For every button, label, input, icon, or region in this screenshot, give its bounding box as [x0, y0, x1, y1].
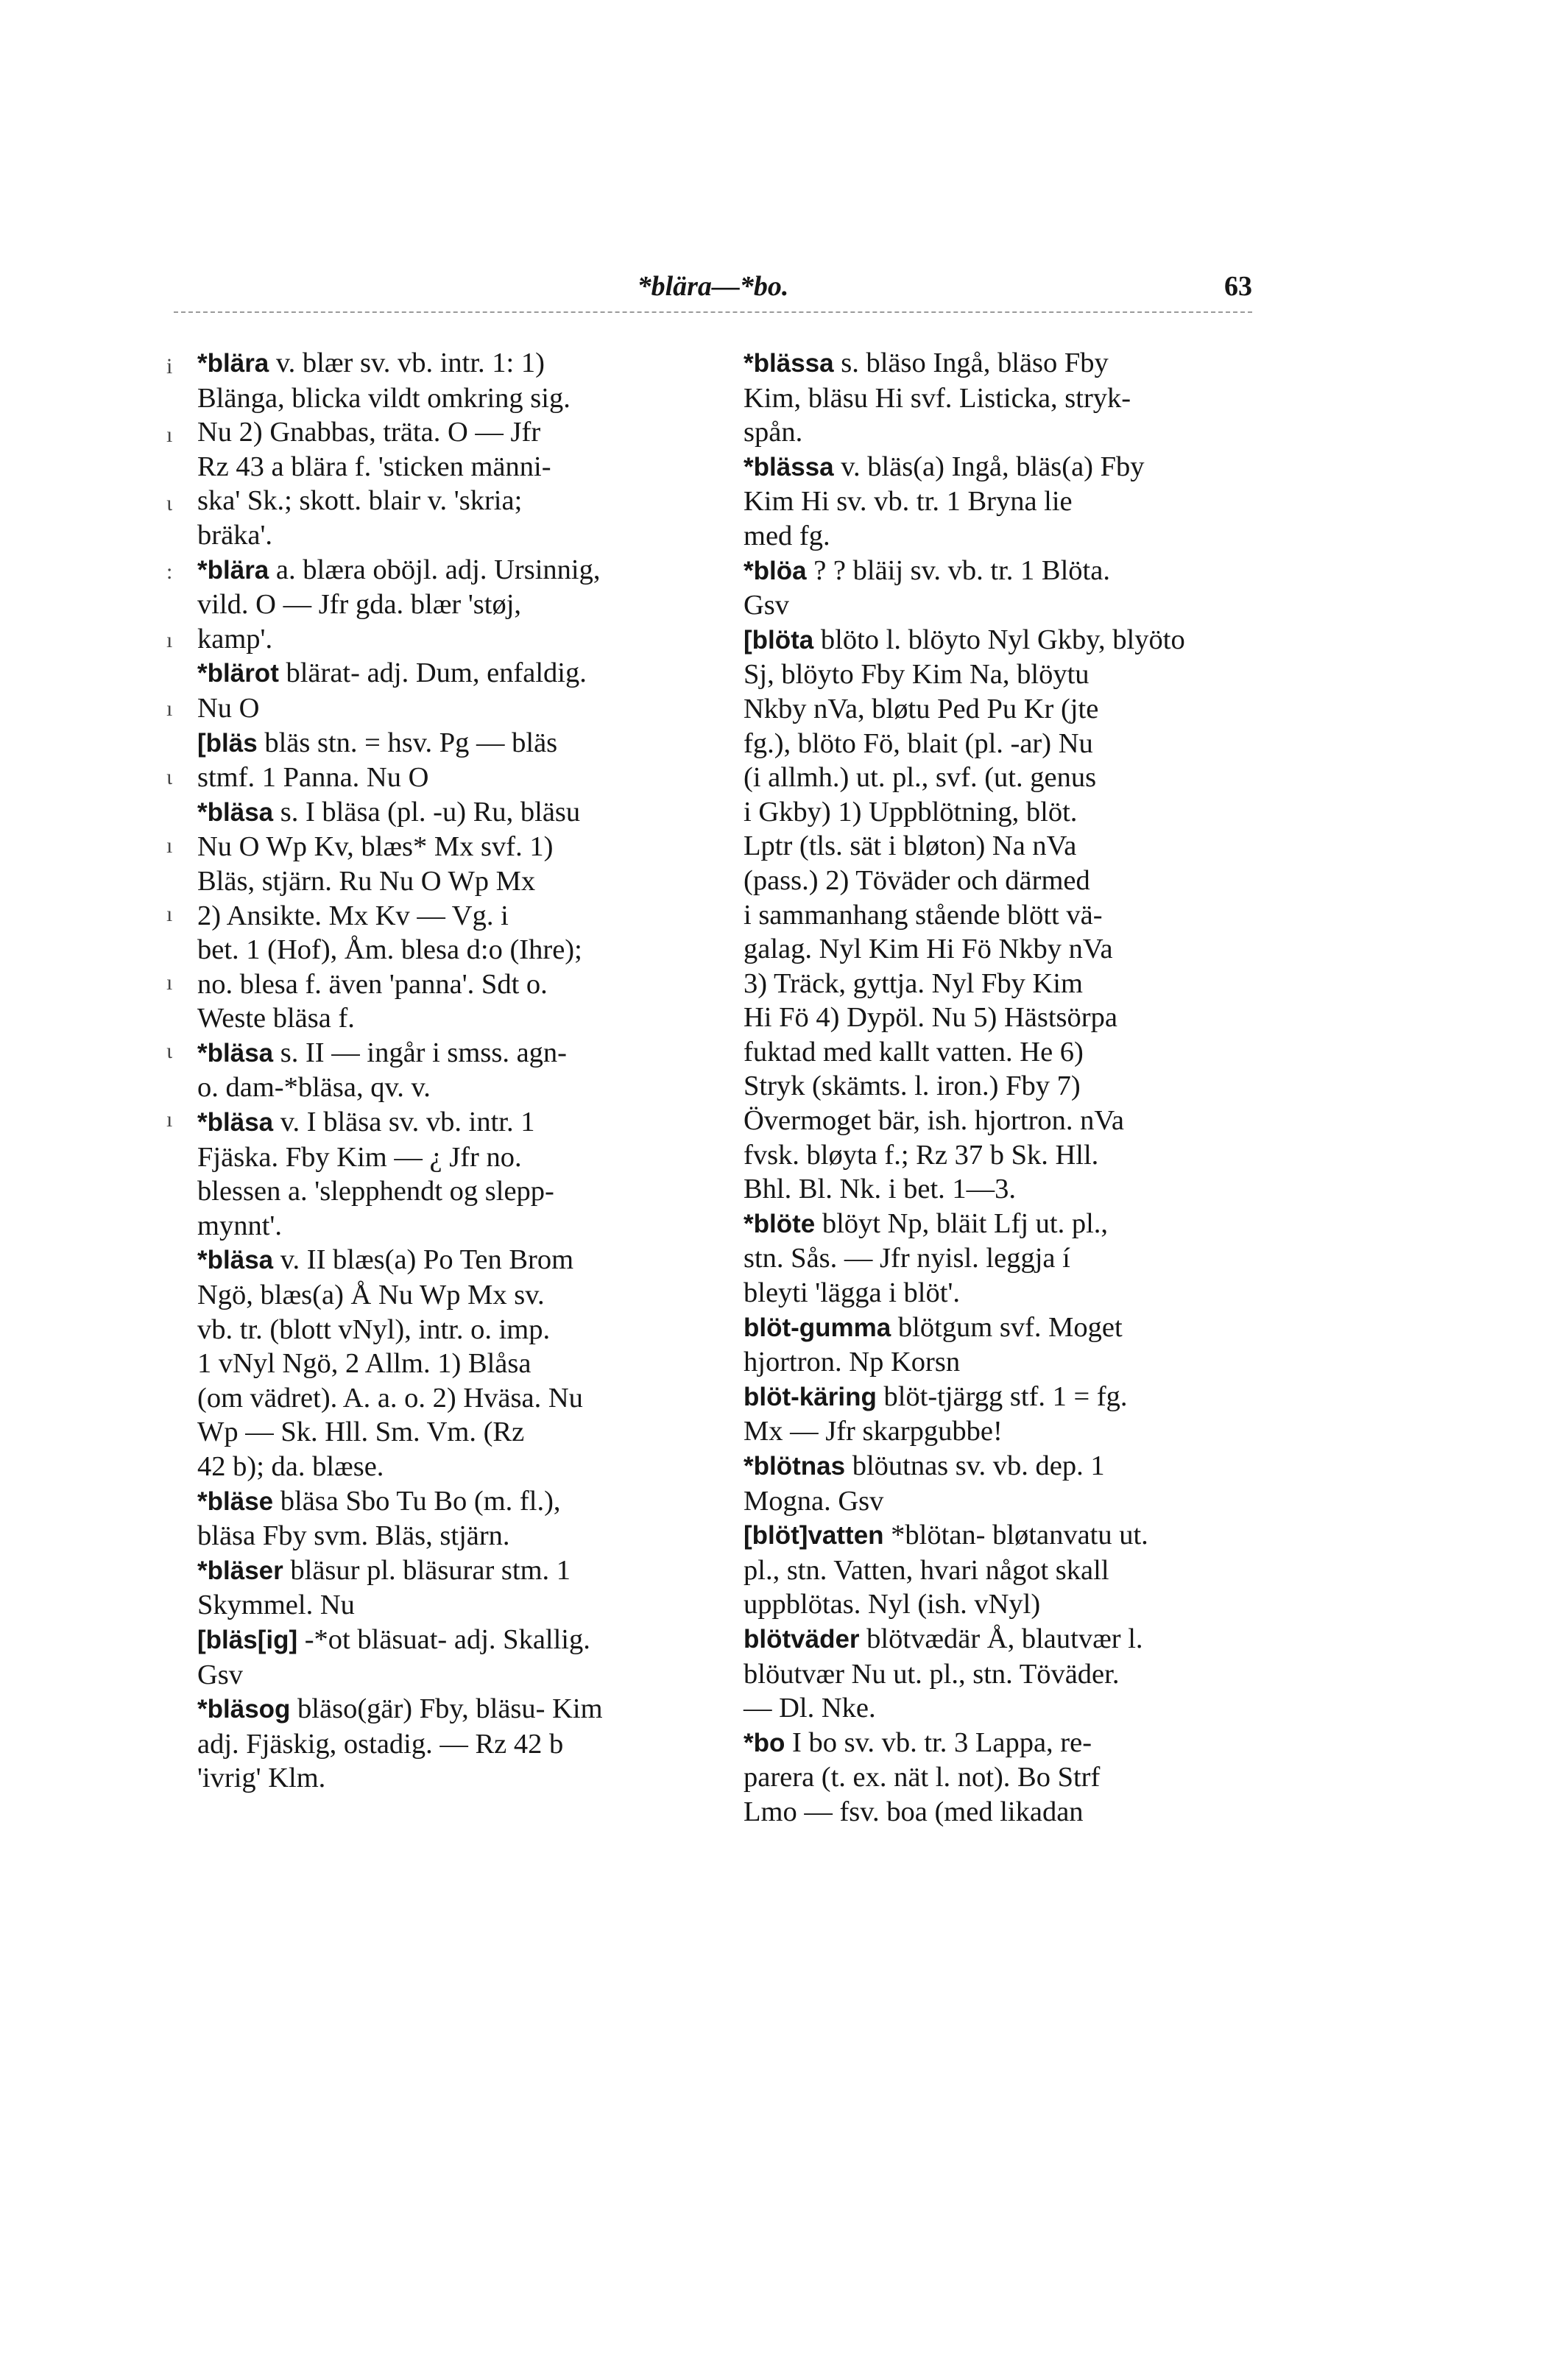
dictionary-entry — [744, 554, 1257, 623]
left-column — [197, 346, 707, 1796]
dictionary-entry — [197, 1243, 707, 1484]
entry-line: Mogna. Gsv — [744, 1485, 884, 1517]
entry-line — [197, 1243, 707, 1278]
headword: *blöa — [744, 556, 807, 585]
entry-line: bläsa Fby svm. Bläs, stjärn. — [197, 1520, 510, 1552]
entry-line: bet. 1 (Hof), Åm. blesa d:o (Ihre); — [197, 934, 582, 966]
entry-line: Blänga, blicka vildt omkring sig. — [197, 382, 571, 414]
entry-line: stn. Sås. — Jfr nyisl. leggja í — [744, 1243, 1070, 1274]
entry-line — [744, 1518, 1257, 1553]
entry-line: uppblötas. Nyl (ish. vNyl) — [744, 1589, 1041, 1620]
dictionary-entry — [197, 795, 707, 1036]
headword: *blässa — [744, 349, 834, 378]
entry-line: (om vädret). A. a. o. 2) Hväsa. Nu — [197, 1382, 583, 1414]
entry-line — [197, 1553, 707, 1589]
entry-line: Bhl. Bl. Nk. i bet. 1—3. — [744, 1174, 1017, 1205]
entry-line — [197, 553, 707, 588]
entry-line: blöutvær Nu ut. pl., stn. Töväder. — [744, 1658, 1120, 1690]
entry-line: no. blesa f. även 'panna'. Sdt o. — [197, 968, 548, 1000]
entry-line: bräka'. — [197, 519, 273, 551]
entry-text: v. I bläsa sv. vb. intr. 1 — [273, 1107, 535, 1138]
entry-line: — Dl. Nke. — [744, 1693, 876, 1724]
entry-line: med fg. — [744, 520, 830, 551]
dictionary-entry — [197, 1553, 707, 1623]
entry-text: v. II blæs(a) Po Ten Brom — [273, 1244, 574, 1276]
entry-line: Nkby nVa, bløtu Ped Pu Kr (jte — [744, 693, 1099, 724]
entry-line: Wp — Sk. Hll. Sm. Vm. (Rz — [197, 1417, 525, 1448]
entry-text: blöyt Np, bläit Lfj ut. pl., — [815, 1207, 1109, 1239]
entry-line — [197, 346, 707, 381]
headword: *bläser — [197, 1556, 283, 1585]
headword: blöt-gumma — [744, 1313, 891, 1342]
entry-line — [744, 554, 1257, 589]
margin-mark: ı — [166, 696, 173, 721]
dictionary-entry — [197, 1623, 707, 1692]
dictionary-entry — [744, 1207, 1257, 1310]
dictionary-entry — [744, 623, 1257, 1207]
headword: *blära — [197, 349, 269, 378]
margin-mark: ı — [166, 628, 173, 652]
entry-line: Nu O — [197, 692, 260, 724]
entry-line: Weste bläsa f. — [197, 1003, 355, 1034]
entry-line: parera (t. ex. nät l. not). Bo Strf — [744, 1762, 1101, 1793]
margin-mark: ı — [166, 833, 173, 858]
entry-line — [744, 1622, 1257, 1657]
entry-line: vb. tr. (blott vNyl), intr. o. imp. — [197, 1313, 551, 1345]
entry-line — [197, 795, 707, 830]
dictionary-entry — [197, 726, 707, 795]
entry-line — [744, 1207, 1257, 1242]
dictionary-entry — [744, 1518, 1257, 1622]
headword: *bläsa — [197, 797, 274, 827]
dictionary-entry — [744, 346, 1257, 450]
entry-line: blessen a. 'slepphendt og slepp- — [197, 1176, 554, 1207]
entry-line: adj. Fjäskig, ostadig. — Rz 42 b — [197, 1728, 564, 1760]
entry-line: stmf. 1 Panna. Nu O — [197, 762, 429, 794]
entry-line: Ngö, blæs(a) Å Nu Wp Mx sv. — [197, 1280, 545, 1311]
dictionary-entry — [197, 1692, 707, 1796]
entry-line: i sammanhang stående blött vä- — [744, 899, 1103, 931]
entry-line: o. dam-*bläsa, qv. v. — [197, 1072, 431, 1104]
entry-line: i Gkby) 1) Uppblötning, blöt. — [744, 796, 1078, 828]
entry-text: bläsur pl. bläsurar stm. 1 — [283, 1554, 571, 1586]
headword: *bläsa — [197, 1108, 274, 1137]
entry-text: a. blæra oböjl. adj. Ursinnig, — [269, 554, 601, 585]
entry-line: (i allmh.) ut. pl., svf. (ut. genus — [744, 762, 1097, 794]
entry-text: bläs stn. = hsv. Pg — bläs — [257, 727, 558, 758]
entry-text: blärat- adj. Dum, enfaldig. — [278, 657, 587, 689]
entry-line: 3) Träck, gyttja. Nyl Fby Kim — [744, 967, 1083, 999]
entry-line: Fjäska. Fby Kim — ¿ Jfr no. — [197, 1141, 522, 1173]
entry-line: mynnt'. — [197, 1210, 282, 1241]
margin-mark: ı — [166, 423, 173, 447]
entry-line: pl., stn. Vatten, hvari något skall — [744, 1554, 1109, 1586]
headword: [blöta — [744, 625, 814, 655]
entry-line: bleyti 'lägga i blöt'. — [744, 1277, 961, 1309]
entry-line: vild. O — Jfr gda. blær 'støj, — [197, 589, 522, 621]
entry-line — [744, 1726, 1257, 1761]
entry-text: s. I bläsa (pl. -u) Ru, bläsu — [273, 796, 581, 828]
entry-text: *blötan- bløtanvatu ut. — [883, 1520, 1148, 1551]
entry-line: Hi Fö 4) Dypöl. Nu 5) Hästsörpa — [744, 1002, 1117, 1034]
entry-line: spån. — [744, 417, 803, 448]
headword: [blöt]vatten — [744, 1521, 884, 1551]
entry-line: Bläs, stjärn. Ru Nu O Wp Mx — [197, 865, 536, 897]
entry-text: blötgum svf. Moget — [891, 1311, 1123, 1343]
entry-text: s. II — ingår i smss. agn- — [273, 1037, 567, 1068]
entry-line: ska' Sk.; skott. blair v. 'skria; — [197, 485, 523, 517]
margin-mark: : — [166, 560, 173, 584]
headword: *bläse — [197, 1486, 274, 1516]
entry-text: bläso(gär) Fby, bläsu- Kim — [290, 1693, 603, 1725]
entry-line: Sj, blöyto Fby Kim Na, blöytu — [744, 659, 1090, 691]
entry-line: galag. Nyl Kim Hi Fö Nkby nVa — [744, 934, 1113, 965]
headword: blöt-käring — [744, 1382, 877, 1411]
headword: blötväder — [744, 1624, 860, 1654]
margin-mark: ı — [166, 970, 173, 995]
entry-line: Gsv — [744, 590, 790, 621]
entry-line: kamp'. — [197, 623, 273, 655]
page-number: 63 — [1224, 271, 1252, 302]
entry-text: blötvædär Å, blautvær l. — [859, 1623, 1143, 1654]
dictionary-entry — [197, 1484, 707, 1553]
entry-line: Stryk (skämts. l. iron.) Fby 7) — [744, 1070, 1081, 1102]
entry-line: fg.), blöto Fö, blait (pl. -ar) Nu — [744, 727, 1093, 759]
entry-line — [744, 1449, 1257, 1484]
entry-line: 'ivrig' Klm. — [197, 1763, 326, 1794]
dictionary-entry — [197, 346, 707, 553]
entry-text: blöto l. blöyto Nyl Gkby, blyöto — [813, 624, 1185, 655]
entry-text: v. bläs(a) Ingå, bläs(a) Fby — [833, 451, 1145, 482]
right-column — [744, 346, 1257, 1830]
entry-text: v. blær sv. vb. intr. 1: 1) — [269, 348, 545, 378]
entry-text: blöt-tjärgg stf. 1 = fg. — [876, 1380, 1128, 1412]
entry-line: Mx — Jfr skarpgubbe! — [744, 1416, 1003, 1447]
dictionary-entry — [744, 1726, 1257, 1830]
dictionary-entry — [744, 1449, 1257, 1518]
headword: *blöte — [744, 1209, 816, 1238]
margin-mark: ɩ — [166, 491, 173, 515]
entry-line — [744, 346, 1257, 381]
dictionary-entry — [197, 1036, 707, 1105]
dictionary-entry — [744, 1622, 1257, 1726]
headword: *blässa — [744, 452, 834, 481]
entry-line — [197, 1105, 707, 1140]
margin-mark: ı — [166, 902, 173, 926]
entry-line — [744, 450, 1257, 485]
entry-line — [744, 1380, 1257, 1415]
entry-line: Kim, bläsu Hi svf. Listicka, stryk- — [744, 382, 1131, 414]
headword: *blärot — [197, 659, 279, 688]
entry-text: bläsa Sbo Tu Bo (m. fl.), — [273, 1485, 561, 1517]
entry-line — [197, 726, 707, 761]
dictionary-entry — [744, 1310, 1257, 1380]
entry-line — [197, 656, 707, 691]
entry-line: Rz 43 a blära f. 'sticken männi- — [197, 451, 551, 482]
headword: *blötnas — [744, 1452, 846, 1481]
running-header — [174, 267, 1252, 313]
entry-line — [197, 1623, 707, 1658]
dictionary-entry — [197, 1105, 707, 1243]
entry-text: s. bläso Ingå, bläso Fby — [833, 348, 1109, 378]
headword: *bläsog — [197, 1695, 291, 1724]
entry-line: fuktad med kallt vatten. He 6) — [744, 1036, 1084, 1068]
dictionary-entry — [197, 553, 707, 657]
entry-line: 2) Ansikte. Mx Kv — Vg. i — [197, 900, 509, 931]
entry-line: 1 vNyl Ngö, 2 Allm. 1) Blåsa — [197, 1348, 532, 1380]
dictionary-entry — [197, 656, 707, 725]
entry-text: I bo sv. vb. tr. 3 Lappa, re- — [785, 1726, 1092, 1758]
entry-text: blöutnas sv. vb. dep. 1 — [845, 1450, 1105, 1481]
headword: [bläs[ig] — [197, 1625, 298, 1654]
headword: *bo — [744, 1728, 785, 1757]
dictionary-entry — [744, 450, 1257, 554]
entry-line: Gsv — [197, 1659, 244, 1690]
entry-line: Skymmel. Nu — [197, 1590, 355, 1621]
entry-line — [744, 623, 1257, 658]
margin-marks — [166, 350, 181, 1307]
entry-line — [197, 1036, 707, 1071]
entry-line: Kim Hi sv. vb. tr. 1 Bryna lie — [744, 486, 1073, 518]
entry-line: hjortron. Np Korsn — [744, 1347, 961, 1378]
entry-text: ? ? bläij sv. vb. tr. 1 Blöta. — [806, 554, 1110, 586]
headword: *bläsa — [197, 1246, 274, 1275]
entry-line — [197, 1484, 707, 1520]
margin-mark: ı — [166, 1107, 173, 1132]
margin-mark: i — [166, 354, 173, 378]
header-title: *blära—*bo. — [637, 271, 789, 302]
entry-line: Nu 2) Gnabbas, träta. O — Jfr — [197, 417, 541, 448]
entry-line: Övermoget bär, ish. hjortron. nVa — [744, 1105, 1125, 1137]
entry-line — [197, 1692, 707, 1727]
entry-line: Nu O Wp Kv, blæs* Mx svf. 1) — [197, 831, 554, 863]
headword: [bläs — [197, 728, 258, 758]
entry-line — [744, 1310, 1257, 1346]
entry-line: (pass.) 2) Töväder och därmed — [744, 864, 1090, 896]
margin-mark: ɩ — [166, 765, 173, 789]
entry-text: -*ot bläsuat- adj. Skallig. — [297, 1623, 590, 1655]
headword: *blära — [197, 555, 269, 585]
entry-line: fvsk. bløyta f.; Rz 37 b Sk. Hll. — [744, 1139, 1099, 1171]
margin-mark: ɩ — [166, 1039, 173, 1063]
entry-line: Lptr (tls. sät i bløton) Na nVa — [744, 830, 1077, 862]
entry-line: Lmo — fsv. boa (med likadan — [744, 1796, 1084, 1827]
headword: *bläsa — [197, 1038, 274, 1068]
entry-line: 42 b); da. blæse. — [197, 1451, 384, 1482]
dictionary-entry — [744, 1380, 1257, 1449]
